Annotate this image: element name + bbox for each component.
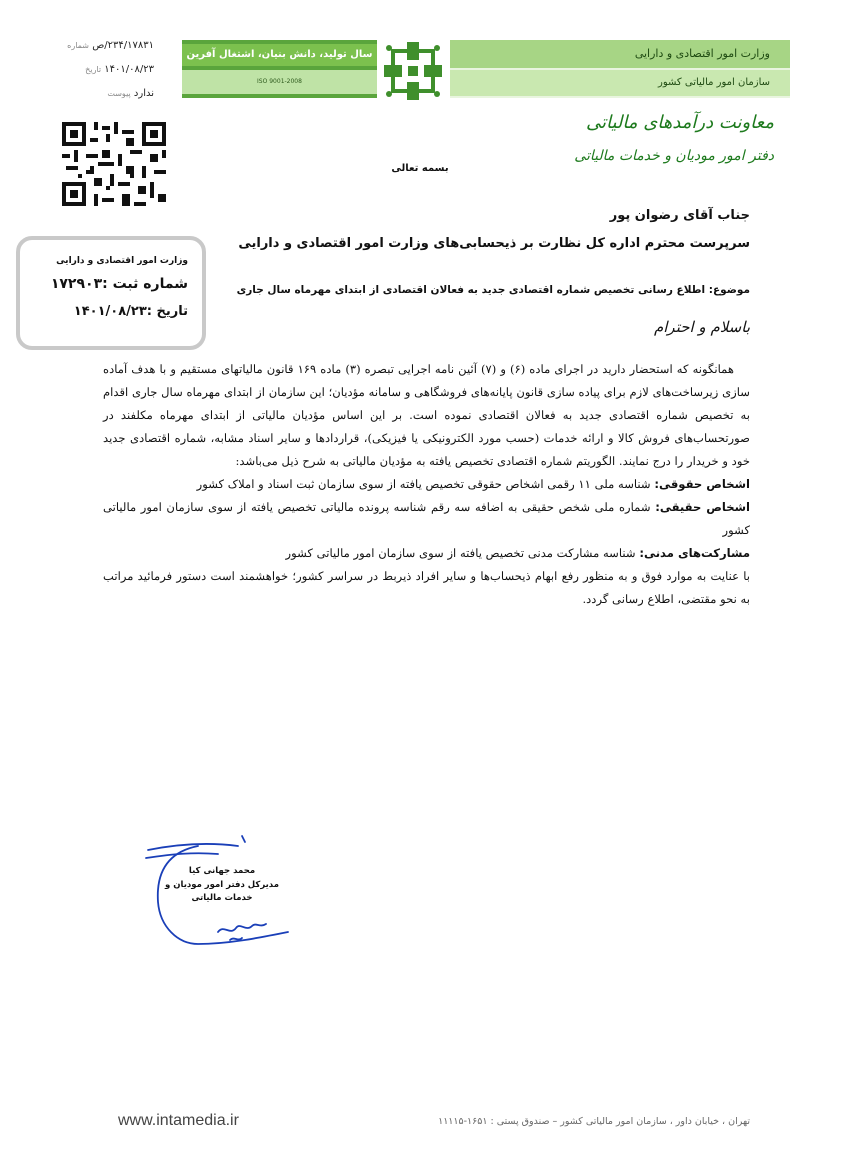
registration-date: تاریخ :۱۴۰۱/۰۸/۲۳: [73, 304, 188, 319]
legal-entities-label: اشخاص حقوقی:: [654, 477, 750, 491]
ministry-banner: [450, 40, 790, 98]
legal-entities-paragraph: [103, 473, 750, 496]
ministry-name: وزارت امور اقتصادی و دارایی: [450, 40, 790, 68]
recipient-title: سرپرست محترم اداره کل نظارت بر ذیحسابی‌های وزارت امور اقتصادی و دارایی: [238, 236, 750, 251]
signatory-title-line2: خدمات مالیاتی: [191, 893, 253, 903]
letter-number-label: شماره: [67, 41, 89, 50]
signatory-title-line1: مدیرکل دفتر امور مودیان و: [165, 880, 279, 890]
natural-persons-paragraph: [103, 496, 750, 542]
partnerships-text: شناسه مشارکت مدنی تخصیص یافته از سوی سازمان امور مالیاتی کشور: [285, 546, 636, 560]
deputy-title: معاونت درآمدهای مالیاتی: [585, 112, 774, 133]
signatory-name: محمد جهانی کیا: [188, 866, 256, 876]
qr-code: [62, 122, 166, 206]
letter-attachment-label: پیوست: [107, 89, 131, 98]
footer-address: تهران ، خیابان داور ، سازمان امور مالیاتی کشور – صندوق پستی : ۱۶۵۱-۱۱۱۱۵: [438, 1116, 750, 1127]
emblem-logo: [380, 40, 446, 102]
letter-subject: موضوع: اطلاع رسانی تخصیص شماره اقتصادی جدید به فعالان اقتصادی از ابتدای مهرماه سال جاری: [236, 284, 750, 296]
letter-attachment: [107, 88, 154, 99]
recipient-name: جناب آقای رضوان پور: [609, 208, 750, 223]
organization-name: سازمان امور مالیاتی کشور: [450, 70, 790, 96]
letter-body: [103, 358, 750, 611]
registration-ministry: وزارت امور اقتصادی و دارایی: [56, 256, 188, 266]
slogan-text: سال تولید، دانش بنیان، اشتغال آفرین: [182, 44, 377, 66]
greeting: باسلام و احترام: [653, 318, 750, 336]
office-title: دفتر امور مودیان و خدمات مالیاتی: [574, 148, 774, 164]
letter-number: [67, 40, 154, 51]
registration-stamp: [16, 236, 206, 350]
partnerships-label: مشارکت‌های مدنی:: [639, 546, 750, 560]
letter-date-label: تاریخ: [85, 65, 102, 74]
basmala: بسمه تعالی: [391, 163, 449, 174]
legal-entities-text: شناسه ملی ۱۱ رقمی اشخاص حقوقی تخصیص یافته از سوی سازمان ثبت اسناد و املاک کشور: [196, 477, 651, 491]
iso-text: ISO 9001-2008: [182, 70, 377, 94]
letter-date: [85, 64, 154, 75]
intro-text: همانگونه که استحضار دارید در اجرای ماده (۶) و (۷) آئین نامه اجرایی تبصره (۳) ماده ۱۶۹ قانون مالیاتهای مستقیم و با هدف آماده سازی زیرساخت‌های لازم برای پیاده سازی قانون پایانه‌های فروشگاهی و سامانه مؤدیان؛ این سازمان از ابتدای مهرماه سال جاری اقدام به تخصیص شماره اقتصادی جدید به فعالان اقتصادی نموده است. بر این اساس مؤدیان مالیاتی از ابتدای مهرماه مکلفند در صورتحساب‌های فروش کالا و ارائه خدمات (حسب مورد الکترونیکی یا فیزیکی)، قراردادها و سایر اسناد مشابه، شماره اقتصادی جدید خود و خریدار را درج نمایند. الگوریتم شماره اقتصادی تخصیص یافته به مؤدیان مالیاتی به شرح ذیل می‌باشد:: [103, 362, 750, 468]
partnerships-paragraph: [103, 542, 750, 565]
registration-number: شماره ثبت :۱۷۲۹۰۳: [50, 276, 188, 292]
slogan-banner: [182, 40, 377, 98]
natural-persons-text: شماره ملی شخص حقیقی به اضافه سه رقم شناسه پرونده مالیاتی تخصیص یافته از سوی سازمان امور مالیاتی کشور: [103, 500, 750, 537]
footer-website: www.intamedia.ir: [118, 1112, 239, 1129]
closing-paragraph: [103, 565, 750, 611]
letter-attachment-value: ندارد: [133, 88, 154, 99]
natural-persons-label: اشخاص حقیقی:: [655, 500, 750, 514]
closing-text: با عنایت به موارد فوق و به منظور رفع ابهام ذیحساب‌ها و سایر افراد ذیربط در سراسر کشور؛ خواهشمند است دستور فرمائید مراتب به نحو مقتضی، اطلاع رسانی گردد.: [103, 569, 750, 606]
intro-paragraph: [103, 358, 750, 473]
letter-number-value: ۲۳۴/۱۷۸۳۱/ص: [92, 40, 154, 51]
letter-date-value: ۱۴۰۱/۰۸/۲۳: [104, 64, 154, 75]
